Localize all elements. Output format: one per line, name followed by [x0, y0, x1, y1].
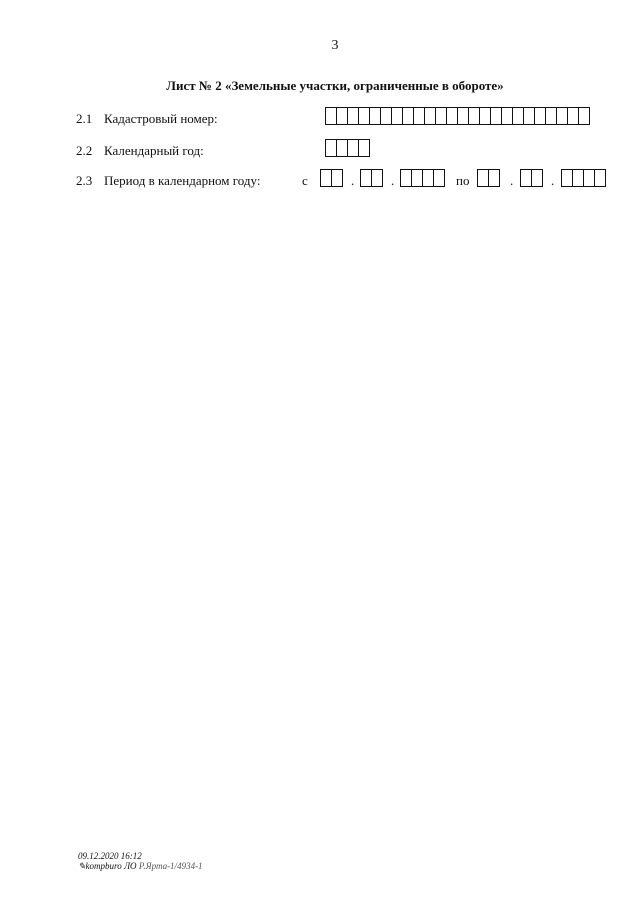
footer-mark	[78, 861, 203, 872]
pencil-icon: ✎	[78, 861, 86, 871]
calendar-year-input[interactable]	[325, 139, 370, 157]
footer-timestamp: 09.12.2020 16:12	[78, 851, 142, 861]
field-label-period: Период в календарном году:	[104, 173, 261, 188]
sheet-title: Лист № 2 «Земельные участки, ограниченные в обороте»	[166, 78, 504, 93]
date-separator: .	[351, 173, 355, 188]
page-number: 3	[331, 38, 339, 53]
field-number-period: 2.3	[76, 173, 93, 188]
field-number-cadastral: 2.1	[76, 111, 93, 126]
field-label-cadastral: Кадастровый номер:	[104, 111, 218, 126]
period-to-year-input[interactable]	[561, 169, 606, 187]
field-number-year: 2.2	[76, 143, 93, 158]
period-to-day-input[interactable]	[477, 169, 500, 187]
period-to-month-input[interactable]	[520, 169, 543, 187]
period-from-month-input[interactable]	[360, 169, 383, 187]
cadastral-number-input[interactable]	[325, 107, 590, 125]
period-to-word: по	[456, 173, 470, 188]
date-separator: .	[551, 173, 555, 188]
footer-mark-text: kompburo ЛО	[85, 861, 137, 871]
date-separator: .	[510, 173, 514, 188]
period-from-year-input[interactable]	[400, 169, 445, 187]
footer-code: Р.Ярта-1/4934-1	[138, 861, 203, 871]
field-label-year: Календарный год:	[104, 143, 204, 158]
period-from-word: с	[302, 173, 308, 188]
period-from-day-input[interactable]	[320, 169, 343, 187]
date-separator: .	[391, 173, 395, 188]
